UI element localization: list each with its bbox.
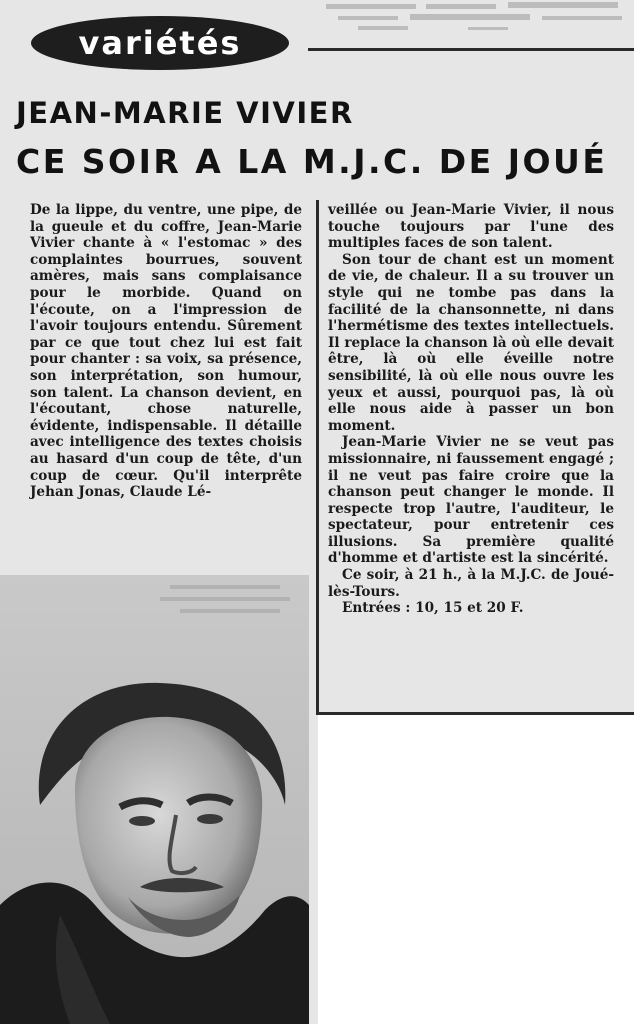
section-label: variétés [78,24,242,62]
portrait-photo [0,575,309,1024]
section-badge [30,14,290,72]
section-rule [308,48,634,51]
article-column-left [30,202,302,501]
article-paragraph: veillée ou Jean-Marie Vivier, il nous touche toujours par l'une des multiples faces de son talent. [328,202,614,252]
ticket-prices: Entrées : 10, 15 et 20 F. [342,600,524,617]
article-paragraph: De la lippe, du ventre, une pipe, de la gueule et du coffre, Jean-Marie Vivier chante à « l'estomac » des complaintes bourrues, souvent amères, mais sans complaisance pour le morbide. Quand on l'écoute, on a l'impression de l'avoir toujours entendu. Sûrement par ce que tout chez lui est fait pour chanter : sa voix, sa présence, son interprétation, son humour, son talent. La chanson devient, en l'écoutant, chose naturelle, évidente, indispensable. Il détaille avec intelligence des textes choisis au hasard d'un coup de tête, d'un coup de cœur. Qu'il interprête Jehan Jonas, Claude Lé- [30,202,302,501]
headline-event: CE SOIR A LA M.J.C. DE JOUÉ [16,142,608,181]
blank-area [318,715,634,1024]
article-paragraph: Son tour de chant est un moment de vie, de chaleur. Il a su trouver un style qui ne tombe pas dans la facilité de la chansonnette, ni dans l'hermétisme des textes intellectuels. Il replace la chanson là où elle devait être, là où elle éveille notre sensibilité, là où elle nous ouvre les yeux et aussi, pourquoi pas, là où elle nous aide à passer un bon moment. [328,251,614,434]
headline-name: JEAN-MARIE VIVIER [16,96,354,130]
article-paragraph: Jean-Marie Vivier ne se veut pas missionnaire, ni faussement engagé ; il ne veut pas faire croire que la chanson peut changer le monde. Il respecte trop l'autre, l'auditeur, le spectateur, pour entretenir ces illusions. Sa première qualité d'homme et d'artiste est la sincérité. [328,434,614,567]
bleed-through-texture [318,0,634,60]
event-details: Ce soir, à 21 h., à la M.J.C. de Joué-lès-Tours. [328,567,614,600]
article-column-right [328,202,614,617]
column-rule-vertical [316,200,319,712]
